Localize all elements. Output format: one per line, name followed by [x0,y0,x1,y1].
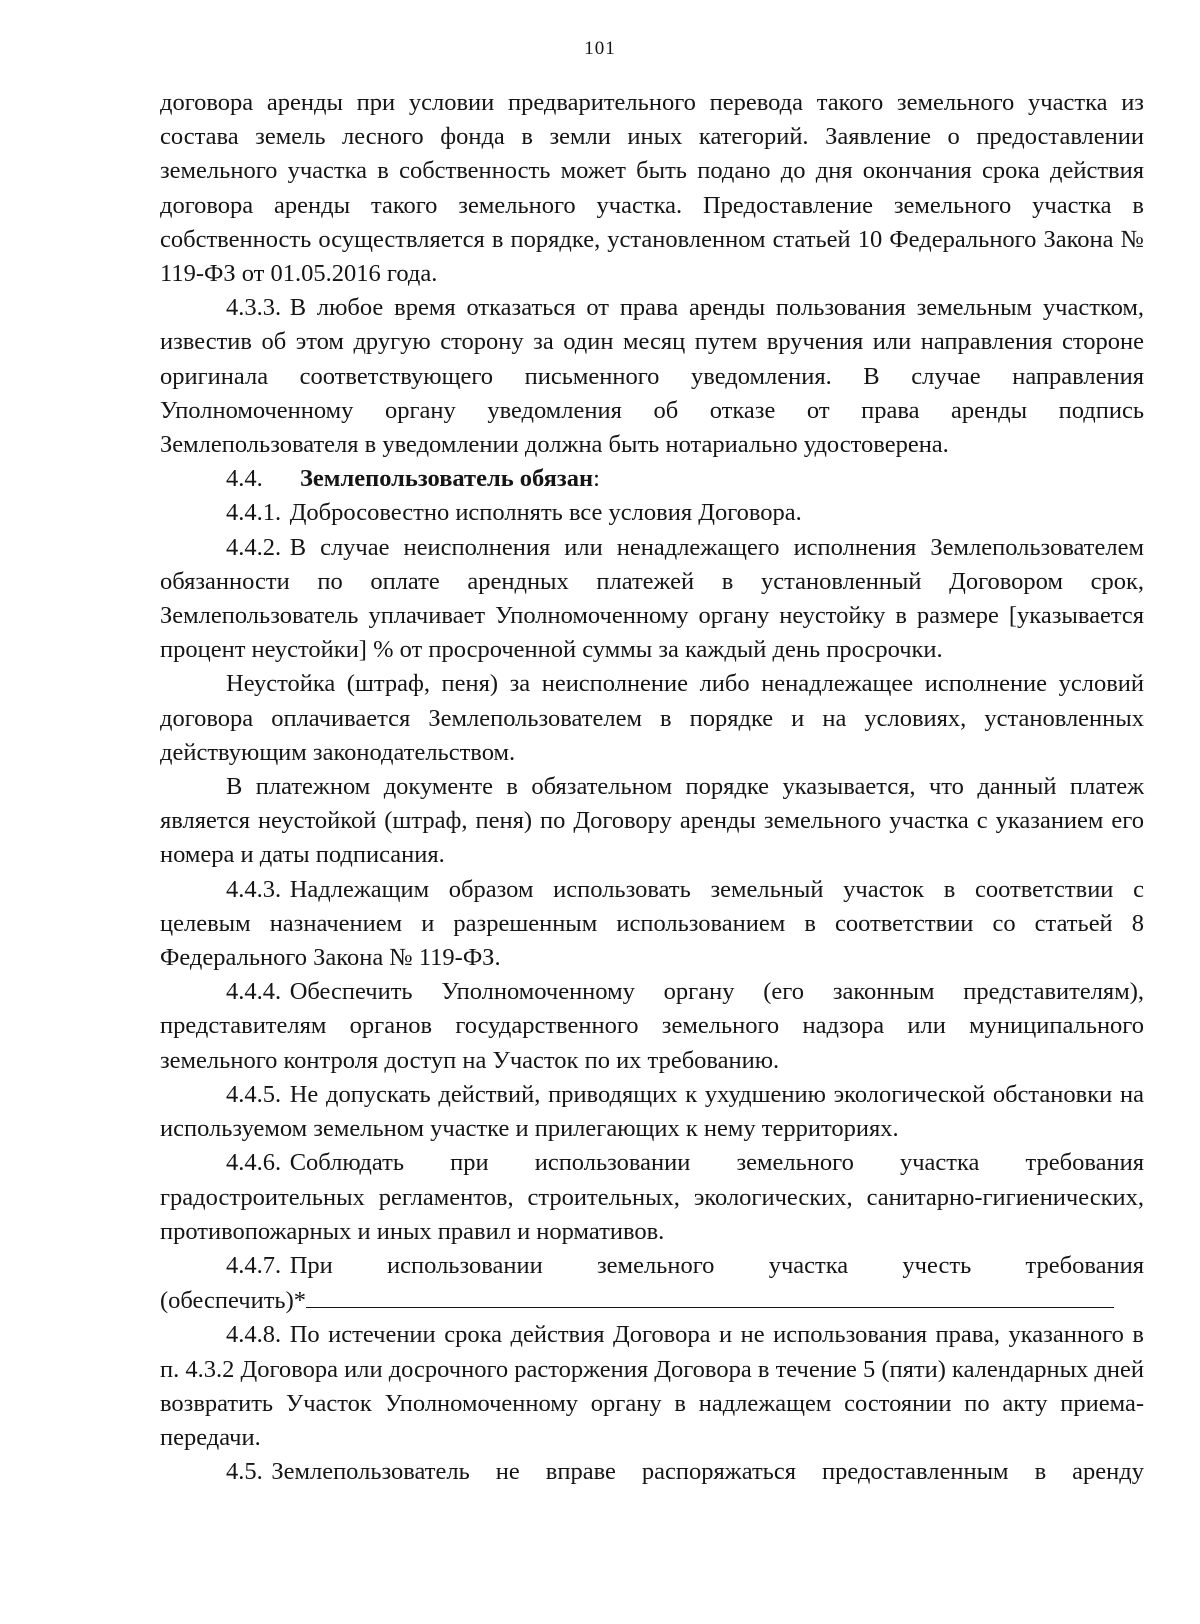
clause-text: Соблюдать при использовании земельного участка требования градостроительных регламентов, строительных, экологических, санитарно-гигиенических, противопожарных и иных правил и нормативов. [160,1149,1144,1245]
section-title-colon: : [593,465,600,493]
section-title: Землепользователь обязан [300,465,594,493]
clause-4-4-8 [160,1318,1144,1455]
clause-4-4-3 [160,873,1144,976]
clause-number: 4.4.2. [226,533,282,561]
clause-text: Надлежащим образом использовать земельный участок в соответствии с целевым назначением и разрешенным использованием в соответствии со статьей 8 Федерального Закона № 119-ФЗ. [160,875,1144,972]
document-body [160,86,1144,1489]
clause-text: Землепользователь не вправе распоряжаться предоставленным в аренду [271,1458,1144,1486]
paragraph-payment-document: В платежном документе в обязательном порядке указывается, что данный платеж является неустойкой (штраф, пеня) по Договору аренды земельного участка с указанием его номера и даты подписания. [160,773,1144,869]
clause-4-4-7 [160,1249,1144,1283]
clause-4-4-2 [160,531,1144,668]
clause-number: 4.4.7. [226,1251,282,1279]
page-number: 101 [584,38,616,59]
clause-text: Не допускать действий, приводящих к ухудшению экологической обстановки на используемом земельном участке и прилегающих к нему территориях. [160,1080,1144,1143]
clause-number: 4.4.5. [226,1080,282,1108]
clause-number: 4.4.4. [226,978,282,1006]
clause-number: 4.5. [226,1458,263,1486]
clause-number: 4.4.6. [226,1149,282,1177]
paragraph-penalty: Неустойка (штраф, пеня) за неисполнение либо ненадлежащее исполнение условий договора оплачивается Землепользователем в порядке и на условиях, установленных действующим законодательством. [160,670,1144,766]
clause-text: Обеспечить Уполномоченному органу (его законным представителям), представителям органов государственного земельного надзора или муниципального земельного контроля доступ на Участок по их требованию. [160,978,1144,1074]
clause-text: При использовании земельного участка учесть требования [289,1251,1144,1279]
clause-4-3-3 [160,291,1144,462]
clause-number: 4.4.1. [226,499,282,527]
fill-label: (обеспечить)* [160,1287,307,1315]
clause-text: По истечении срока действия Договора и не использования права, указанного в п. 4.3.2 Договора или досрочного расторжения Договора в течение 5 (пяти) календарных дней возвратить Участок Уполномоченному органу в надлежащем состоянии по акту приема-передачи. [160,1321,1144,1451]
clause-text: Добросовестно исполнять все условия Договора. [289,499,802,527]
clause-text: В случае неисполнения или ненадлежащего исполнения Землепользователем обязанности по оплате арендных платежей в установленный Договором срок, Землепользователь уплачивает Уполномоченному органу неустойку в размере [указывается процент неустойки] % от просроченной суммы за каждый день просрочки. [160,533,1144,664]
clause-4-4-5 [160,1078,1144,1146]
clause-4-5 [160,1455,1144,1489]
clause-number: 4.4.8. [226,1321,282,1349]
clause-number: 4.4.3. [226,875,282,903]
paragraph-continuation: договора аренды при условии предварительного перевода такого земельного участка из состава земель лесного фонда в земли иных категорий. Заявление о предоставлении земельного участка в собственность может быть подано до дня окончания срока действия договора аренды такого земельного участка. Предоставление земельного участка в собственность осуществляется в порядке, установленном статьей 10 Федерального Закона № 119-ФЗ от 01.05.2016 года. [160,89,1144,288]
clause-text: В любое время отказаться от права аренды пользования земельным участком, известив об этом другую сторону за один месяц путем вручения или направления стороне оригинала соответствующего письменного уведомления. В случае направления Уполномоченному органу уведомления об отказе от права аренды подпись Землепользователя в уведомлении должна быть нотариально удостоверена. [160,294,1144,459]
clause-4-4-1 [160,496,1144,530]
clause-4-4-7-fill-line [160,1283,1144,1318]
clause-4-4-6 [160,1146,1144,1249]
clause-number: 4.3.3. [226,294,282,322]
section-number: 4.4. [226,465,263,493]
clause-4-4-4 [160,975,1144,1078]
section-4-4-heading [160,462,1144,496]
blank-fill-line [306,1283,1114,1308]
